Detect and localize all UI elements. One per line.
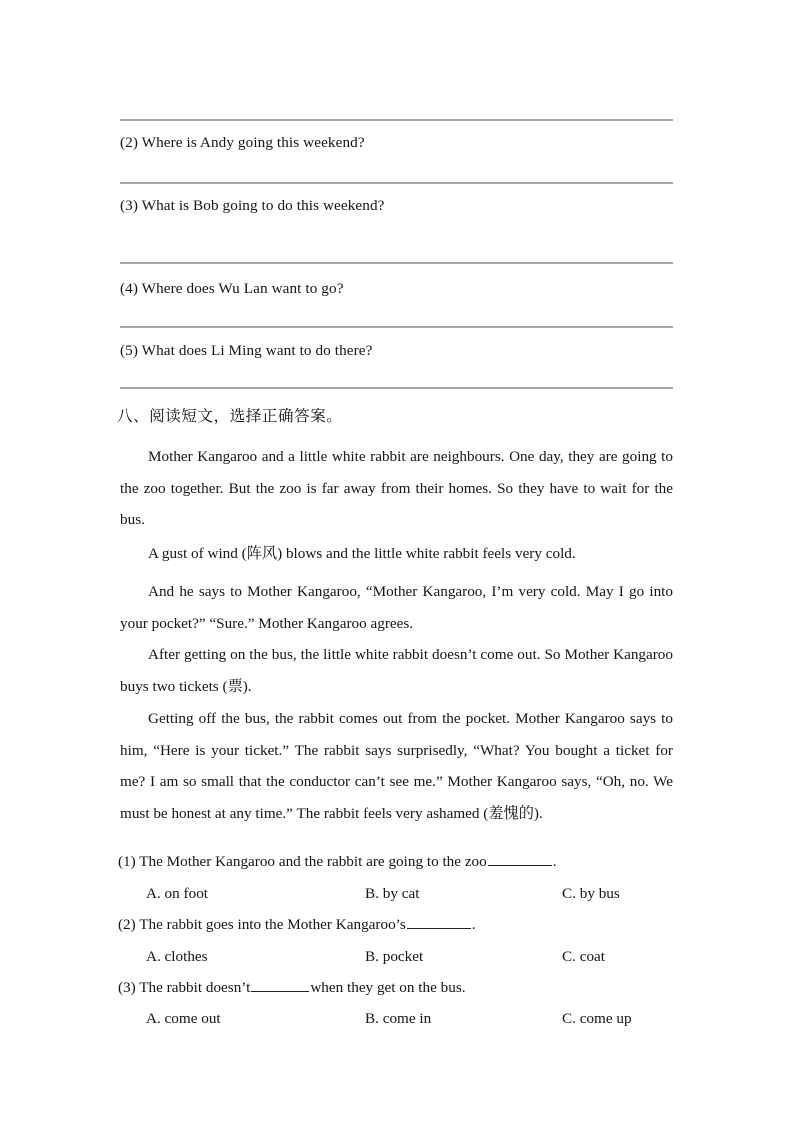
passage-paragraph-1: Mother Kangaroo and a little white rabbit are neighbours. One day, they are going to the zoo together. But the zoo is far away from their homes. So they have to wait for the bus.	[120, 448, 673, 529]
mcq-stem-1-text: (1) The Mother Kangaroo and the rabbit are going to the zoo	[118, 853, 487, 870]
short-answer-question-3: (3) What is Bob going to do this weekend?	[120, 197, 385, 214]
mcq-option-1-b[interactable]: B. by cat	[365, 885, 420, 902]
mcq-option-3-a[interactable]: A. come out	[146, 1010, 221, 1027]
passage-paragraph-2: A gust of wind (阵风) blows and the little white rabbit feels very cold.	[148, 545, 576, 562]
mcq-option-2-b[interactable]: B. pocket	[365, 948, 424, 965]
mcq-stem-2-text: (2) The rabbit goes into the Mother Kangaroo’s	[118, 916, 406, 933]
answer-rule-2	[120, 182, 673, 184]
short-answer-question-5: (5) What does Li Ming want to do there?	[120, 342, 373, 359]
mcq-option-1-a[interactable]: A. on foot	[146, 885, 209, 902]
mcq-stem-3-text: (3) The rabbit doesn’t	[118, 979, 251, 996]
answer-rule-5	[120, 387, 673, 389]
mcq-stem-3	[118, 972, 466, 1003]
mcq-blank-1	[488, 852, 552, 866]
passage-paragraph-4: After getting on the bus, the little white rabbit doesn’t come out. So Mother Kangaroo buys two tickets (票).	[120, 646, 673, 695]
short-answer-question-4: (4) Where does Wu Lan want to go?	[120, 280, 344, 297]
mcq-options-2	[120, 941, 673, 972]
mcq-option-2-a[interactable]: A. clothes	[146, 948, 208, 965]
mcq-options-3	[120, 1003, 673, 1034]
mcq-blank-2	[407, 915, 471, 929]
mcq-options-1	[120, 878, 673, 909]
passage-paragraph-3: And he says to Mother Kangaroo, “Mother Kangaroo, I’m very cold. May I go into your pocket?” “Sure.” Mother Kangaroo agrees.	[120, 583, 673, 632]
mcq-stem-2	[118, 909, 476, 940]
answer-rule-4	[120, 326, 673, 328]
mcq-option-1-c[interactable]: C. by bus	[562, 885, 620, 902]
passage-paragraph-5: Getting off the bus, the rabbit comes out from the pocket. Mother Kangaroo says to him, “Here is your ticket.” The rabbit says surprisedly, “What? You bought a ticket for me? I am so small that the conductor can’t see me.” Mother Kangaroo says, “Oh, no. We must be honest at any time.” The rabbit feels very ashamed (羞愧的).	[120, 710, 673, 822]
answer-rule-1	[120, 119, 673, 121]
answer-rule-3	[120, 262, 673, 264]
short-answer-question-2: (2) Where is Andy going this weekend?	[120, 134, 365, 151]
mcq-option-2-c[interactable]: C. coat	[562, 948, 606, 965]
mcq-stem-1	[118, 846, 557, 877]
mcq-option-3-b[interactable]: B. come in	[365, 1010, 432, 1027]
mcq-stem-2-tail: .	[471, 916, 476, 933]
mcq-stem-1-tail: .	[552, 853, 557, 870]
mcq-option-3-c[interactable]: C. come up	[562, 1010, 632, 1027]
mcq-blank-3	[251, 978, 309, 992]
mcq-stem-3-tail: when they get on the bus.	[310, 979, 466, 996]
reading-section-heading: 八、阅读短文，选择正确答案。	[117, 407, 343, 425]
